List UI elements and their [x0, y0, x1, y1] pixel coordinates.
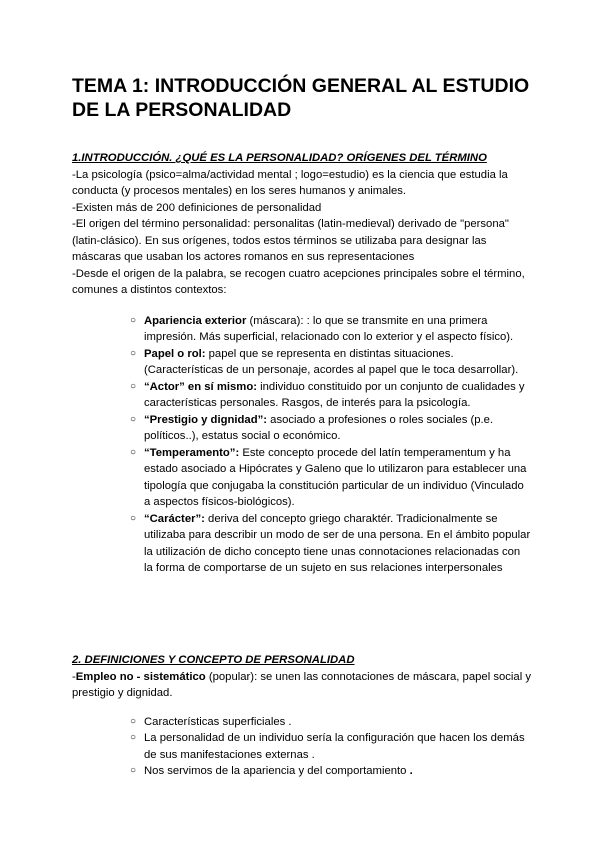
- section-heading: 2. DEFINICIONES Y CONCEPTO DE PERSONALIDAD: [72, 654, 355, 666]
- list-item: [72, 763, 532, 780]
- list-item: [72, 346, 532, 379]
- list-item-text: Nos servimos de la apariencia y del comportamiento: [144, 765, 410, 777]
- list-item: [72, 445, 532, 511]
- list-item-period: .: [409, 765, 413, 777]
- list-item: [72, 379, 532, 412]
- bullet-circle-icon: ○: [130, 413, 137, 425]
- bullet-circle-icon: ○: [130, 512, 137, 524]
- list-item: [72, 714, 532, 731]
- list-item-term: Apariencia exterior: [144, 314, 247, 327]
- list-item-text: deriva del concepto griego charaktér. Tradicionalmente se utilizaba para describir un modo de ser de una persona. En el ámbito popular la utilización de dicho concepto tiene unas connotaciones relacionadas con la forma de comportarse de un sujeto en sus relaciones interpersonales: [144, 512, 531, 574]
- bullet-circle-icon: ○: [130, 380, 137, 392]
- list-item: [72, 511, 532, 577]
- bullet-circle-icon: ○: [130, 314, 137, 326]
- section-introduccion: [72, 150, 532, 577]
- list-item-text: papel que se representa en distintas situaciones. (Características de un personaje, acordes al papel que le toca desarrollar).: [144, 347, 519, 376]
- list-item: [72, 313, 532, 346]
- dash-prefix: -: [72, 670, 76, 683]
- bullet-circle-icon: ○: [130, 732, 137, 743]
- bullet-circle-icon: ○: [130, 765, 137, 776]
- list-item-text: Características superficiales .: [144, 715, 292, 728]
- paragraph: -Existen más de 200 definiciones de personalidad: [72, 201, 322, 214]
- section-definiciones: [72, 652, 532, 780]
- paragraph-term: Empleo no - sistemático: [75, 670, 206, 683]
- paragraph: -La psicología (psico=alma/actividad mental ; logo=estudio) es la ciencia que estudia la conducta (y procesos mentales) en los seres humanos y animales.: [72, 168, 508, 197]
- list-item-term: “Actor” en sí mismo:: [144, 380, 257, 393]
- list-item-term: “Prestigio y dignidad”:: [144, 413, 268, 426]
- paragraph: [72, 669, 532, 702]
- bullet-circle-icon: ○: [130, 446, 137, 458]
- paragraph-text: (popular): se unen las connotaciones de máscara, papel social y prestigio y dignidad.: [72, 670, 532, 699]
- list-item-text: asociado a profesiones o roles sociales (p.e. políticos..), estatus social o económico.: [144, 413, 494, 442]
- bullet-circle-icon: ○: [130, 715, 137, 727]
- list-item: [72, 412, 532, 445]
- list-item-term: Papel o rol:: [144, 347, 206, 360]
- list-item-text: (máscara): : lo que se transmite en una primera impresión. Más superficial, relacionado con lo exterior y el aspecto físico).: [144, 314, 514, 343]
- list-item-term: “Carácter”:: [144, 512, 205, 525]
- paragraph: -El origen del término personalidad: personalitas (latin-medieval) derivado de "persona" (latin-clásico). En sus orígenes, todos estos términos se utilizaba para designar las máscaras que usaban los actores romanos en sus representaciones: [72, 218, 509, 263]
- list-item-text: Este concepto procede del latín temperamentum y ha estado asociado a Hipócrates y Galeno que lo utilizaron para establecer una tipología que conjugaba la constitución particular de un individuo (Vinculado a aspectos físicos-biológicos).: [144, 446, 527, 508]
- list-item-text: individuo constituido por un conjunto de cualidades y características personales. Rasgos, de interés para la psicología.: [144, 380, 525, 409]
- list-item-term: “Temperamento”:: [144, 446, 240, 459]
- section-heading: 1.INTRODUCCIÓN. ¿QUÉ ES LA PERSONALIDAD? ORÍGENES DEL TÉRMINO: [72, 152, 487, 164]
- document-title: TEMA 1: INTRODUCCIÓN GENERAL AL ESTUDIO DE LA PERSONALIDAD: [72, 75, 530, 121]
- acepciones-list: [72, 313, 532, 577]
- list-item-text: La personalidad de un individuo sería la configuración que hacen los demás de sus manifestaciones externas .: [144, 732, 525, 761]
- empleo-list: [72, 714, 532, 780]
- paragraph: -Desde el origen de la palabra, se recogen cuatro acepciones principales sobre el término, comunes a distintos contextos:: [72, 267, 525, 296]
- list-item: [72, 730, 532, 763]
- bullet-circle-icon: ○: [130, 347, 137, 359]
